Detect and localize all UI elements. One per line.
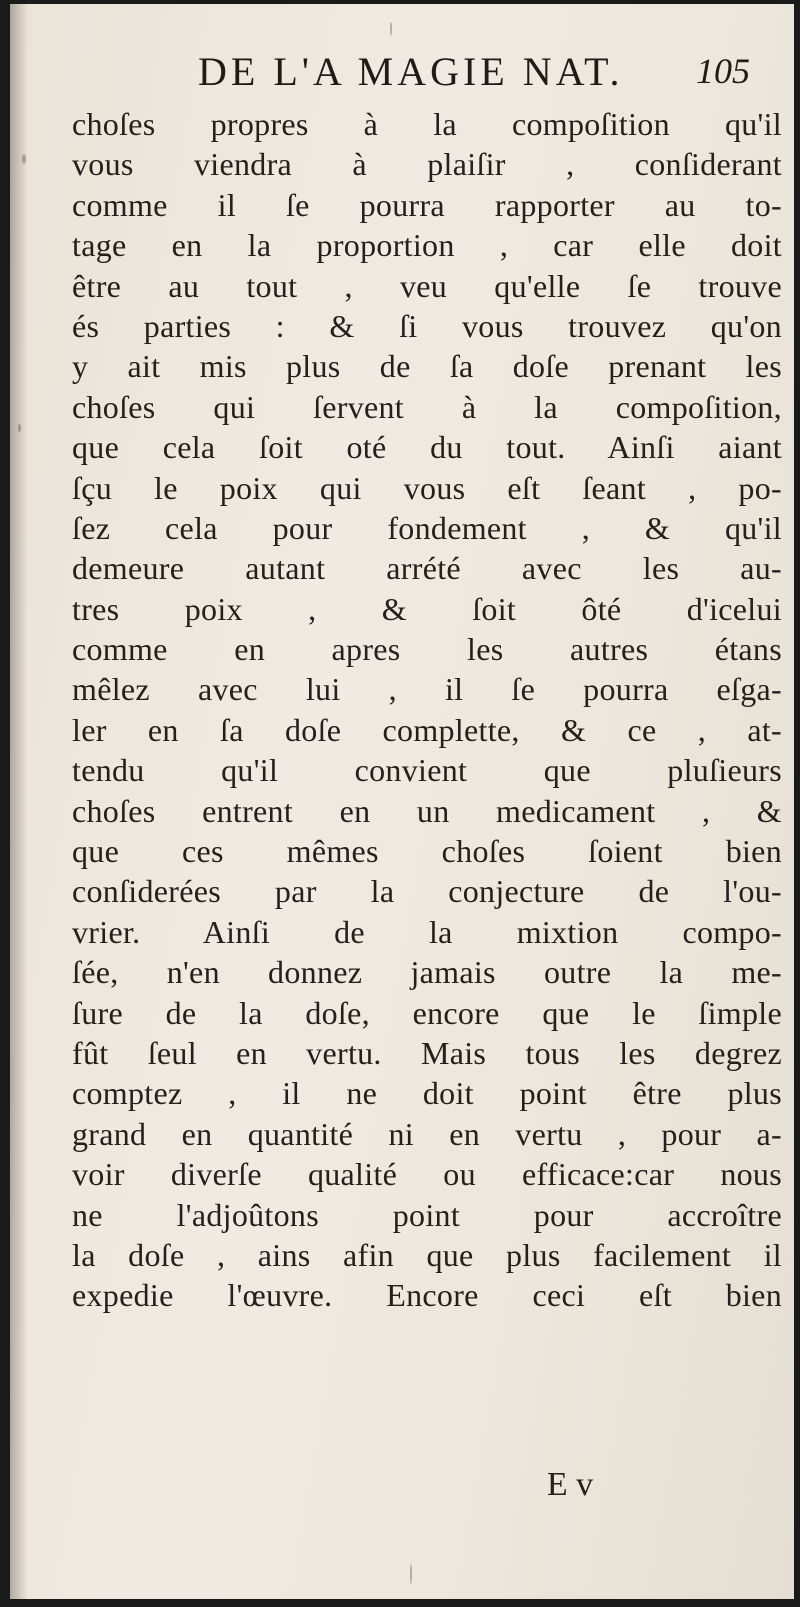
running-head-title: DE L'A MAGIE NAT. — [198, 49, 624, 94]
text-line: ſez cela pour fondement , & qu'il — [72, 509, 782, 546]
text-line: être au tout , veu qu'elle ſe trouve — [72, 267, 782, 304]
page-number: 105 — [696, 51, 750, 91]
signature-mark: E v — [546, 1466, 594, 1503]
paper-speck — [390, 22, 392, 36]
text-line: la doſe , ains afin que plus facilement il — [72, 1236, 782, 1273]
text-line: vous viendra à plaiſir , conſiderant — [72, 146, 782, 183]
text-line: comme en apres les autres étans — [72, 631, 782, 668]
text-line: tendu qu'il convient que pluſieurs — [72, 752, 782, 789]
text-line: ſure de la doſe, encore que le ſimple — [72, 994, 782, 1031]
body-text — [72, 104, 782, 1316]
text-line: vrier. Ainſi de la mixtion compo- — [72, 913, 782, 950]
text-line: ſçu le poix qui vous eſt ſeant , po- — [72, 469, 782, 506]
text-line: que cela ſoit oté du tout. Ainſi aiant — [72, 429, 782, 466]
text-line: choſes qui ſervent à la compoſition, — [72, 388, 782, 425]
text-line: comme il ſe pourra rapporter au to- — [72, 186, 782, 223]
text-line: demeure autant arrété avec les au- — [72, 550, 782, 587]
paper-speck — [22, 154, 26, 164]
text-line: y ait mis plus de ſa doſe prenant les — [72, 348, 782, 385]
text-line: tres poix , & ſoit ôté d'icelui — [72, 590, 782, 627]
text-line: que ces mêmes choſes ſoient bien — [72, 833, 782, 870]
text-line: tage en la proportion , car elle doit — [72, 227, 782, 264]
text-line: choſes propres à la compoſition qu'il — [72, 106, 782, 142]
text-line: ne l'adjoûtons point pour accroître — [72, 1196, 782, 1233]
text-line: comptez , il ne doit point être plus — [72, 1075, 782, 1112]
book-page — [10, 4, 794, 1599]
text-line: choſes entrent en un medicament , & — [72, 792, 782, 829]
text-line: expedie l'œuvre. Encore ceci eſt bien — [72, 1277, 782, 1314]
paper-speck — [18, 424, 21, 432]
gutter-shadow — [10, 4, 28, 1599]
text-line: mêlez avec lui , il ſe pourra eſga- — [72, 671, 782, 708]
text-line: grand en quantité ni en vertu , pour a- — [72, 1115, 782, 1152]
text-line: és parties : & ſi vous trouvez qu'on — [72, 307, 782, 344]
text-line: ſée, n'en donnez jamais outre la me- — [72, 954, 782, 991]
text-line: fût ſeul en vertu. Mais tous les degrez — [72, 1034, 782, 1071]
paper-speck — [410, 1564, 412, 1584]
text-line: ler en ſa doſe complette, & ce , at- — [72, 711, 782, 748]
running-head — [190, 48, 750, 98]
text-line: voir diverſe qualité ou efficace:car nous — [72, 1156, 782, 1193]
text-line: conſiderées par la conjecture de l'ou- — [72, 873, 782, 910]
